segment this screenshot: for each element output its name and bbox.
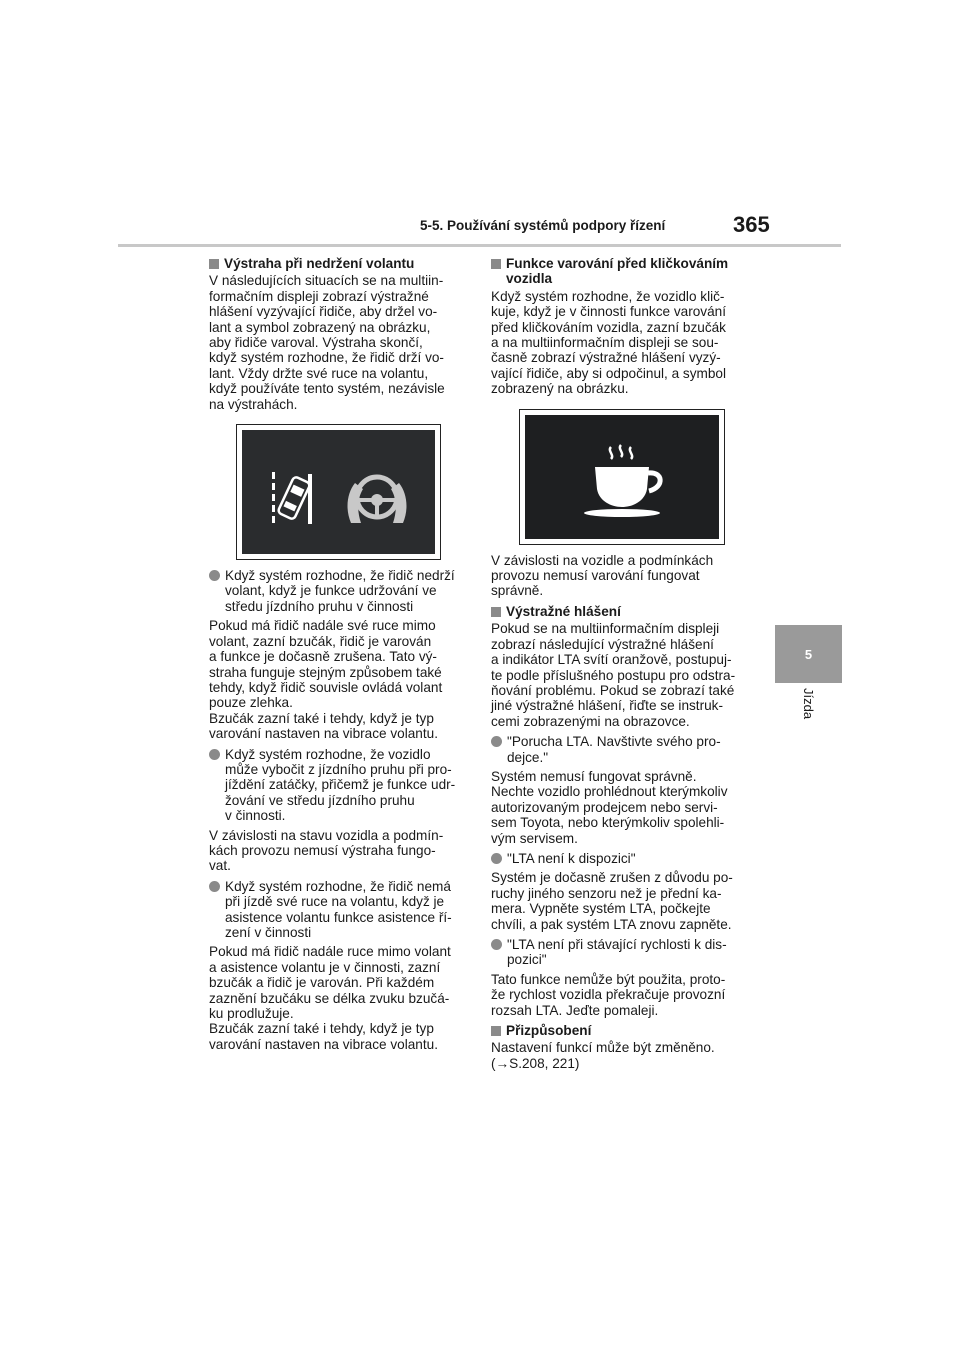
bullet-dot-icon: [491, 736, 502, 747]
heading-text: Přizpůsobení: [506, 1023, 592, 1039]
square-bullet-icon: [491, 1026, 501, 1036]
square-bullet-icon: [491, 607, 501, 617]
list-item: [209, 747, 467, 824]
chapter-tab: 5: [775, 625, 842, 683]
left-column: [209, 256, 467, 1057]
page-number: 365: [733, 212, 770, 237]
paragraph: Systém nemusí fungovat správně. Nechte vozidlo prohlédnout kterýmkoliv autorizovaným prodejcem nebo servi- sem Toyota, nebo kterýmkoliv spolehli- vým servisem.: [491, 768, 728, 846]
list-item: [491, 734, 753, 765]
bullet-dot-icon: [491, 853, 502, 864]
figure-hands-off-warning: [236, 424, 441, 560]
paragraph: V závislosti na stavu vozidla a podmín- kách provozu nemusí výstraha fungo- vat.: [209, 827, 444, 874]
paragraph: Když systém rozhodne, že vozidlo klič- kuje, když je v činnosti funkce varování před kličkováním vozidla, zazní bzučák a na multiinformačním displeji se sou- časně zobrazí výstražné hlášení vyzý- vající řidiče, aby si odpočinul, a symbol zobrazený na obrázku.: [491, 288, 726, 397]
right-column: [491, 256, 753, 1076]
chapter-label-container: [800, 688, 820, 748]
list-item: [209, 568, 467, 614]
coffee-cup-icon: [525, 415, 719, 539]
heading-text: Výstraha při nedržení volantu: [224, 256, 415, 271]
bullet-text: "Porucha LTA. Navštivte svého pro- dejce.": [507, 734, 721, 765]
bullet-dot-icon: [209, 749, 220, 760]
section-title: 5-5. Používání systémů podpory řízení: [420, 218, 666, 233]
bullet-text: Když systém rozhodne, že vozidlo může vybočit z jízdního pruhu při pro- jíždění zatáčky, přičemž je funkce udr- žování ve středu jízdního pruhu v činnosti.: [225, 746, 456, 824]
paragraph: Nastavení funkcí může být změněno. (→S.208, 221): [491, 1040, 715, 1071]
bullet-text: Když systém rozhodne, že řidič nemá při jízdě své ruce na volantu, když je asistence volantu funkce asistence ří- zení v činnosti: [225, 878, 452, 940]
header-divider: [118, 244, 841, 247]
paragraph: V závislosti na vozidle a podmínkách provozu nemusí varování fungovat správně.: [491, 552, 714, 599]
section-heading: [209, 256, 467, 271]
bullet-dot-icon: [209, 570, 220, 581]
square-bullet-icon: [209, 259, 219, 269]
bullet-text: "LTA není při stávající rychlosti k dis- pozici": [507, 937, 727, 968]
display-screen: [525, 415, 719, 539]
chapter-label: Jízda: [801, 688, 816, 720]
paragraph: Pokud má řidič nadále své ruce mimo volant, zazní bzučák, řidič je varován a funkce je dočasně zrušena. Tato vý- straha funguje stejným způsobem také tehdy, když řidič souvisle ovládá volant pouze zlehka. Bzučák zazní také i tehdy, když je typ varování nastaven na vibrace volantu.: [209, 618, 443, 742]
paragraph: Tato funkce nemůže být použita, proto- že rychlost vozidla překračuje provozní rozsah LTA. Jeďte pomaleji.: [491, 971, 726, 1018]
list-item: [491, 851, 753, 866]
list-item: [491, 937, 753, 968]
paragraph: Pokud má řidič nadále ruce mimo volant a asistence volantu je v činnosti, zazní bzučák a řidič je varován. Při každém zaznění bzučáku se délka zvuku bzučá- ku prodlužuje. Bzučák zazní také i tehdy, když je typ varování nastaven na vibrace volantu.: [209, 944, 451, 1052]
paragraph: Systém je dočasně zrušen z důvodu po- ruchy jiného senzoru než je přední ka- mera. Vypněte systém LTA, počkejte chvíli, a pak systém LTA znovu zapněte.: [491, 870, 733, 932]
lane-departure-hands-off-icon: [242, 430, 435, 554]
display-screen: [242, 430, 435, 554]
heading-text: Výstražné hlášení: [506, 603, 621, 619]
paragraph: Pokud se na multiinformačním displeji zobrazí následující výstražné hlášení a indikátor LTA svítí oranžově, postupuj- te podle příslušného postupu pro odstra- ňování problému. Pokud se zobrazí také jiné výstražné hlášení, řiďte se instruk- cemi zobrazenými na obrazovce.: [491, 621, 736, 729]
bullet-dot-icon: [491, 939, 502, 950]
section-heading: [491, 256, 753, 287]
heading-text: Funkce varování před kličkováním vozidla: [506, 256, 729, 287]
section-heading: [491, 604, 753, 619]
bullet-dot-icon: [209, 881, 220, 892]
section-heading: [491, 1023, 753, 1038]
bullet-text: Když systém rozhodne, že řidič nedrží volant, když je funkce udržování ve středu jízdního pruhu v činnosti: [225, 568, 455, 614]
square-bullet-icon: [491, 259, 501, 269]
figure-coffee-warning: [519, 409, 725, 545]
list-item: [209, 879, 467, 941]
paragraph: V následujících situacích se na multiin- formačním displeji zobrazí výstražné hlášení vyzývající řidiče, aby držel vo- lant a symbol zobrazený na obrázku, aby řidiče varoval. Výstraha skončí, když systém rozhodne, že řidič drží vo- lant. Vždy držte své ruce na volantu, když používáte tento systém, nezávisle na výstrahách.: [209, 273, 445, 412]
bullet-text: "LTA není k dispozici": [507, 850, 636, 866]
